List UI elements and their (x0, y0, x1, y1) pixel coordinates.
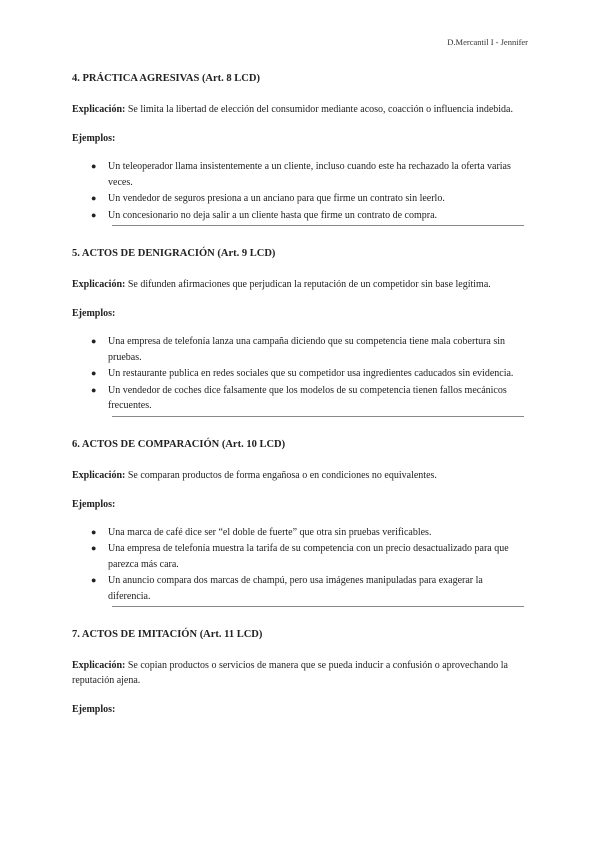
list-item: ● Una empresa de telefonía lanza una campaña diciendo que su competencia tiene mala cobertura sin pruebas. (91, 336, 506, 363)
list-item: ● Un restaurante publica en redes sociales que su competidor usa ingredientes caducados sin evidencia. (72, 366, 524, 382)
list-item: ● Un vendedor de coches dice falsamente que los modelos de su competencia tienen fallos mecánicos frecuentes. (91, 384, 507, 411)
examples-label: Ejemplos: (72, 498, 116, 510)
examples-label: Ejemplos: (72, 704, 116, 715)
page-header: D.Mercantil I - Jennifer (447, 37, 528, 47)
section-title: 7. ACTOS DE IMITACIÓN (Art. 11 LCD) (72, 629, 263, 640)
explanation: Explicación: Se limita la libertad de elección del consumidor mediante acoso, coacción o influencia indebida. (72, 104, 513, 115)
section-practicas-agresivas (72, 72, 524, 226)
examples-list (72, 525, 524, 605)
examples-label: Ejemplos: (72, 133, 116, 144)
section-title: 5. ACTOS DE DENIGRACIÓN (Art. 9 LCD) (72, 248, 276, 259)
bullet-icon: ● (91, 526, 97, 537)
bullet-icon: ● (91, 384, 97, 395)
section-denigracion (72, 247, 524, 417)
bullet-icon: ● (91, 161, 97, 171)
examples-list (72, 334, 524, 414)
document-body (72, 72, 524, 730)
examples-list (72, 159, 524, 223)
bullet-icon: ● (91, 193, 97, 203)
section-imitacion (72, 628, 524, 716)
explanation: Explicación: Se comparan productos de forma engañosa o en condiciones no equivalentes. (72, 469, 437, 481)
list-item: ● Una marca de café dice ser “el doble de fuerte” que otra sin pruebas verificables. (72, 525, 524, 541)
divider (112, 416, 524, 417)
examples-label: Ejemplos: (72, 308, 116, 319)
section-comparacion (72, 438, 524, 608)
section-title: 4. PRÁCTICA AGRESIVAS (Art. 8 LCD) (72, 73, 260, 84)
explanation: Explicación: Se difunden afirmaciones que perjudican la reputación de un competidor sin base legítima. (72, 279, 491, 290)
list-item: ● Un concesionario no deja salir a un cliente hasta que firme un contrato de compra. (72, 208, 524, 224)
bullet-icon: ● (91, 336, 97, 346)
divider (112, 225, 524, 226)
explanation: Explicación: Se copian productos o servicios de manera que se pueda inducir a confusión o aprovechando la reputación ajena. (72, 660, 508, 686)
bullet-icon: ● (91, 209, 97, 220)
list-item: ● Un teleoperador llama insistentemente a un cliente, incluso cuando este ha rechazado la oferta varias veces. (91, 161, 511, 188)
divider (112, 606, 524, 607)
bullet-icon: ● (91, 575, 97, 585)
bullet-icon: ● (91, 368, 97, 378)
list-item: ● Una empresa de telefonía muestra la tarifa de su competencia con un precio desactualizado para que parezca más cara. (91, 543, 509, 570)
list-item: ● Un vendedor de seguros presiona a un anciano para que firme un contrato sin leerlo. (72, 191, 524, 207)
list-item: ● Un anuncio compara dos marcas de champú, pero usa imágenes manipuladas para exagerar la diferencia. (91, 575, 483, 602)
bullet-icon: ● (91, 543, 97, 553)
section-title: 6. ACTOS DE COMPARACIÓN (Art. 10 LCD) (72, 438, 286, 450)
